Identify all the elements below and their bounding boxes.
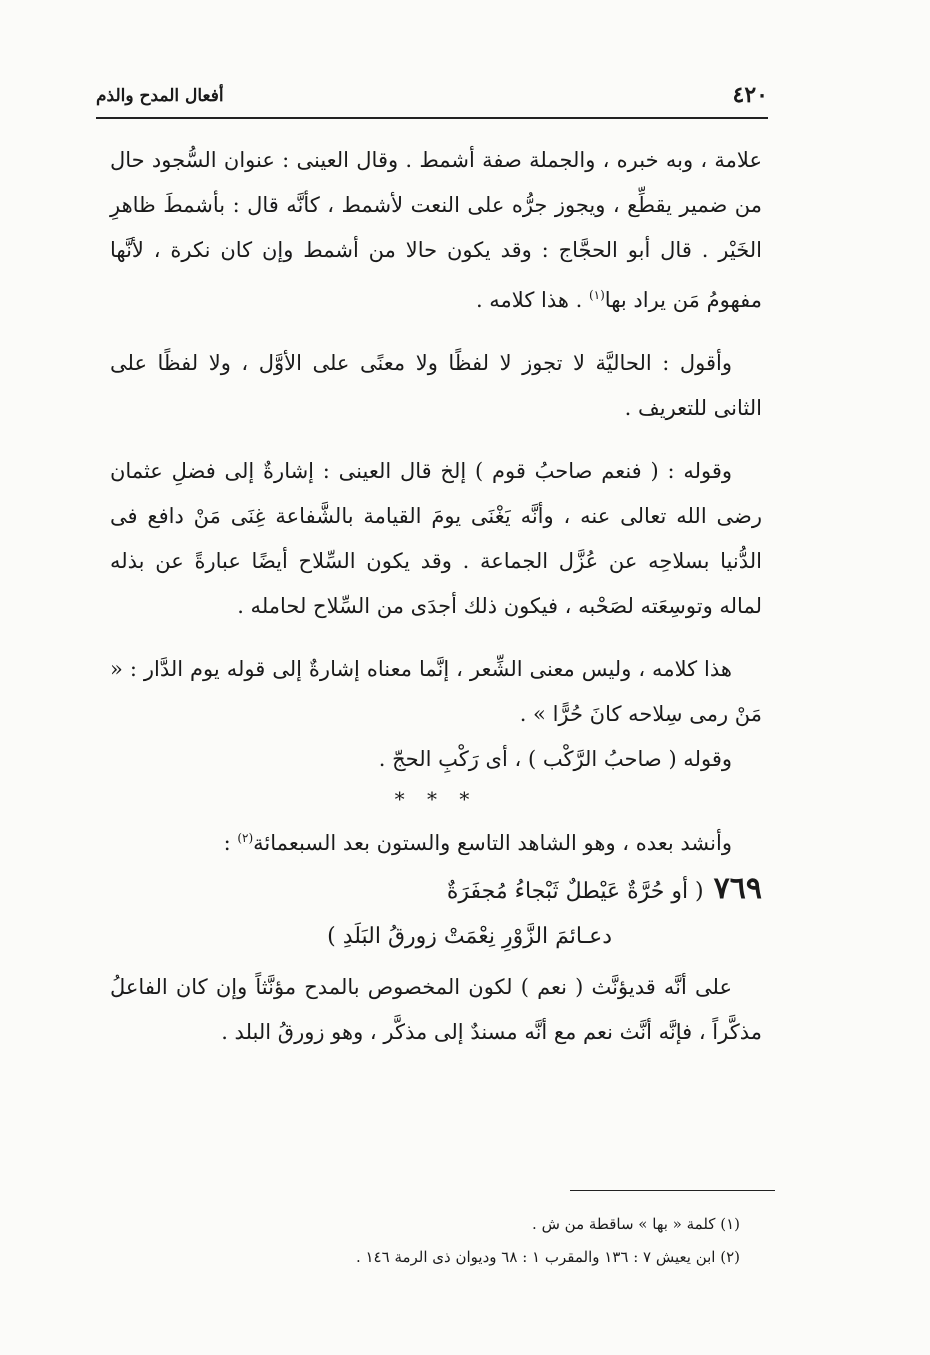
footnote-ref-1: (١) <box>588 288 605 302</box>
footnotes <box>200 1208 740 1274</box>
verse-second-hemistich: دعـائمَ الزَّوْرِ نِعْمَتْ زورقُ البَلَدِ ) <box>327 924 612 949</box>
paragraph-6 <box>110 816 762 866</box>
paragraph-7: على أنَّه قديؤنَّث ( نعم ) لكون المخصوص بالمدح مؤنَّثاً وإن كان الفاعلُ مذكَّراً ، فإنَّه أنَّث نعم مع أنَّه مسندٌ إلى مذكَّر ، وهو زورقُ البلد . <box>110 975 762 1044</box>
paragraph-1-text: علامة ، وبه خبره ، والجملة صفة أشمط . وقال العينى : عنوان السُّجود حال من ضمير يقطِّع ، ويجوز جرُّه على النعت لأشمط ، كأنَّه قال : بأشمطَ ظاهرِ الخَيْر . قال أبو الحجَّاج : وقد يكون حالا من أشمط وإن كان نكرة ، لأنَّها مفهومُ مَن يراد بها <box>110 148 762 312</box>
paragraph-1-end: . هذا كلامه . <box>475 288 589 312</box>
section-title: أفعال المدح والذم <box>96 86 224 106</box>
footnote-2: (٢) ابن يعيش ٧ : ١٣٦ والمقرب ١ : ٦٨ وديوان ذى الرمة ١٤٦ . <box>355 1248 740 1266</box>
footnote-ref-2: (٢) <box>237 831 254 845</box>
verse-line-1: ( أو حُرَّةٌ عَيْطلٌ ثَبْجاءُ مُجفَرَةٌ <box>446 879 704 904</box>
paragraph-6-text: وأنشد بعده ، وهو الشاهد التاسع والستون بعد السبعمائة <box>253 831 732 855</box>
paragraph-3: وقوله : ( فنعم صاحبُ قوم ) إلخ قال العينى : إشارةٌ إلى فضلِ عثمان رضى الله تعالى عنه ، وأنَّه يَغْنَى يومَ القيامة بالشَّفاعة غِنَى مَنْ دافع فى الدُّنيا بسلاحِه عن عُزَّل الجماعة . وقد يكون السِّلاح أيضًا عبارةً عن بذله لماله وتوسِعَته لصَحْبه ، فيكون ذلك أجدَى من السِّلاح لحامله . <box>110 459 762 618</box>
paragraph-5: وقوله ( صاحبُ الرَّكْب ) ، أى رَكْبِ الحجّ . <box>378 747 732 771</box>
paragraph-1 <box>110 138 762 323</box>
running-head <box>96 82 768 112</box>
verse-first-hemistich <box>110 866 762 914</box>
verse-number: ٧٦٩ <box>713 871 762 906</box>
header-rule <box>96 117 768 119</box>
paragraph-2: وأقول : الحاليَّة لا تجوز لا لفظًا ولا معنًى على الأوَّل ، ولا لفظًا على الثانى للتعريف . <box>110 351 762 420</box>
paragraph-4: هذا كلامه ، وليس معنى الشِّعر ، إنَّما معناه إشارةٌ إلى قوله يوم الدَّار : « مَنْ رمى سِلاحه كانَ حُرًّا » . <box>110 657 762 726</box>
paragraph-6-end: : <box>223 831 238 855</box>
body-text <box>110 138 762 1055</box>
page-number: ٤٢٠ <box>732 82 768 108</box>
footnote-rule <box>570 1190 775 1191</box>
section-separator: * * * <box>394 787 478 811</box>
footnote-1: (١) كلمة « بها » ساقطة من ش . <box>532 1215 740 1233</box>
